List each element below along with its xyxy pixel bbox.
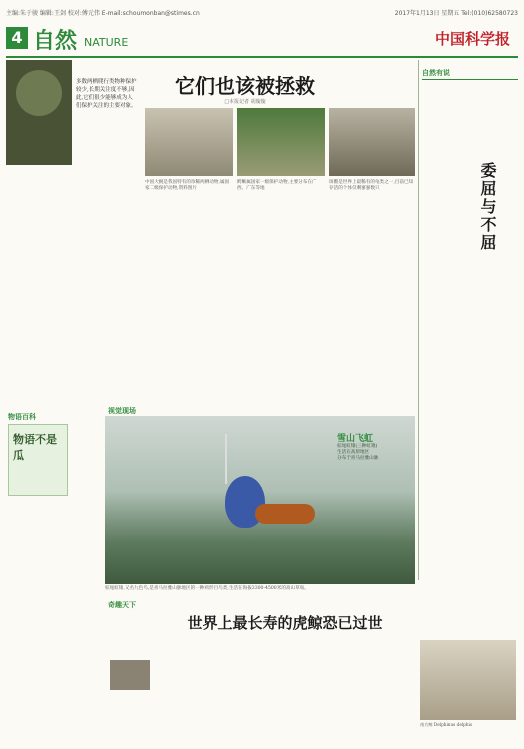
bird-photo [105, 416, 415, 584]
photo-row [145, 108, 415, 208]
top-info-row [6, 8, 518, 18]
bird-sub: 棕尾虹雉(三种虹雉) 生活在高原地区 分布于喜马拉雅山脉 [337, 444, 379, 461]
paper-name: 中国科学报 [434, 30, 510, 48]
date-info: 2017年1月13日 星期五 Tel:(010)62580723 [394, 10, 518, 17]
editor-info: 主编:朱于骏 编辑:王剑 校对:傅元伟 E-mail:schoumonban@stimes.cn [6, 10, 200, 17]
section-subtitle: NATURE [84, 36, 129, 49]
section-title: 自然 [33, 28, 78, 54]
photo-softshell-turtle [329, 108, 415, 176]
bird-caption: 棕尾虹雉,又名九色鸟,是喜马拉雅山脉地区的一种鸡形目鸟类,生活在海拔3300-4500米的高山草甸。 [105, 586, 309, 591]
green-box [8, 424, 68, 496]
bird-tail [255, 504, 315, 524]
section-label: 视觉现场 [108, 407, 136, 415]
lead-text: 多数两栖爬行类物种保护较少,长期关注度不够,因此,它们很少能够成为人们保护关注的主要对象。 [76, 79, 137, 109]
green-box-title: 物语不是瓜 [13, 433, 57, 462]
headline-2: 世界上最长寿的虎鲸恐已过世 [187, 614, 383, 632]
section-number: 4 [6, 27, 28, 49]
masthead [6, 22, 518, 58]
side-header: 自然有说 [422, 68, 518, 80]
photo-crocodile-lizard [237, 108, 325, 176]
photo-caption: 斑鳖是世界上最稀有的龟类之一,目前已知存活的个体仅剩寥寥数只 [329, 180, 414, 191]
headline: 它们也该被拯救 [175, 74, 315, 98]
photo-giant-salamander [145, 108, 233, 176]
side-title: 委屈与不屈 [478, 162, 497, 252]
section-label: 奇趣天下 [108, 601, 136, 609]
byline: □本报记者 胡璇璇 [224, 99, 266, 105]
column-divider [418, 60, 419, 580]
photo-caption: 中国大鲵是我国特有的珍稀两栖动物,属国家二级保护动物,资料图片 [145, 180, 230, 191]
section-label: 物语百科 [8, 413, 36, 421]
lead-photo [6, 60, 72, 165]
animal-photo [420, 640, 516, 720]
photo-caption: 鳄蜥属国家一级保护动物,主要分布在广西、广东等地 [237, 180, 317, 191]
animal-caption: 南方鲸 Delphinus delphis [420, 722, 473, 727]
whale-photo [110, 660, 150, 690]
side-column [422, 68, 518, 156]
bird-label: 雪山飞虹 [337, 434, 374, 444]
